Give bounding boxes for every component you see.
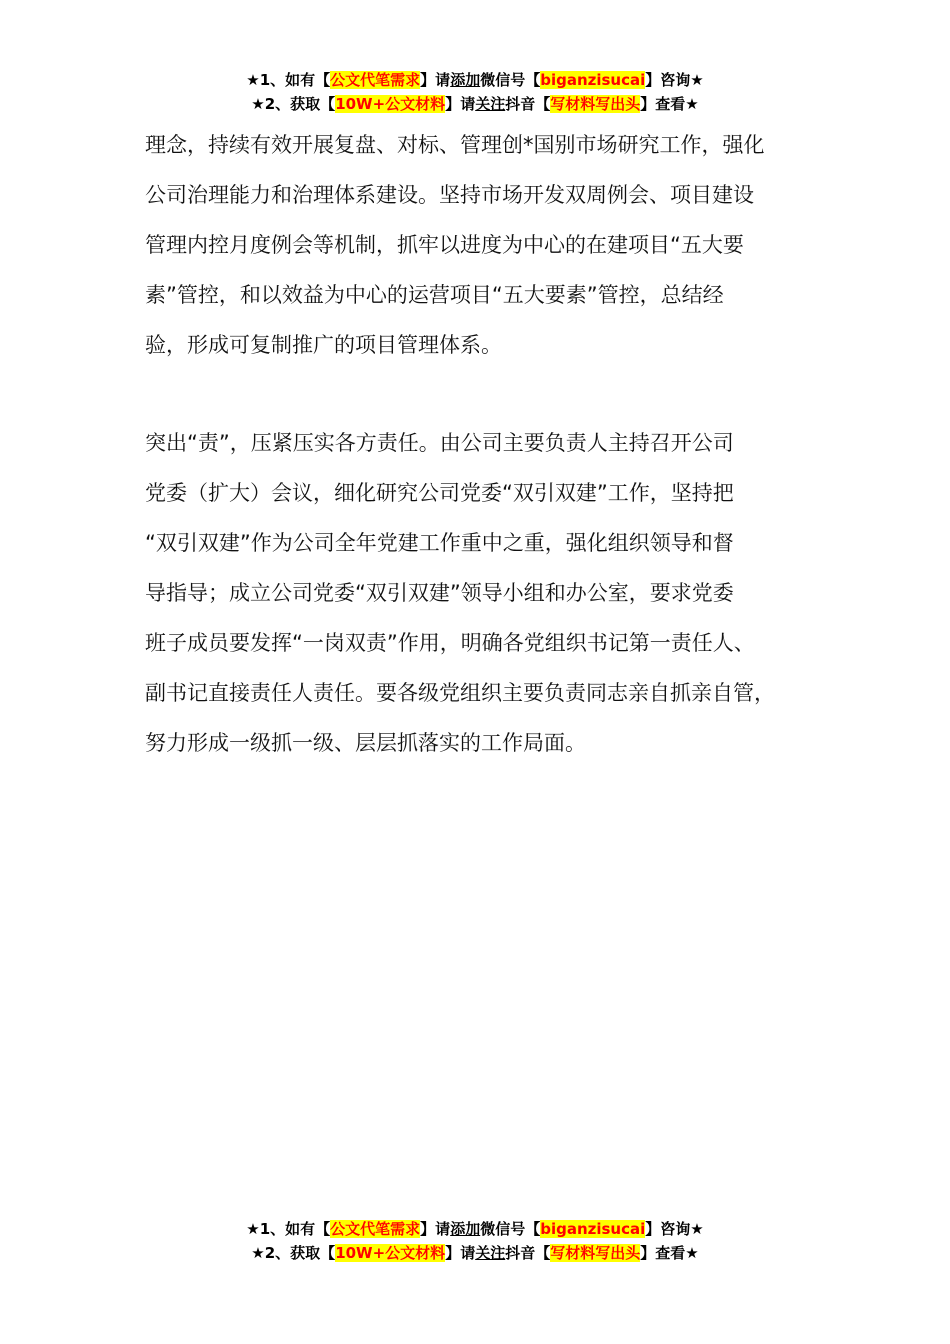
banner-text: 】咨询★ (645, 71, 704, 89)
banner-text: 微信号【 (480, 1220, 541, 1238)
footer-banner (0, 1217, 950, 1265)
underlined-text: 添加 (450, 71, 481, 89)
body-paragraph-2 (145, 418, 835, 768)
banner-line-2 (0, 1241, 950, 1265)
banner-text: 】查看★ (640, 1244, 699, 1262)
paragraph-line: 素”管控，和以效益为中心的运营项目“五大要素”管控，总结经 (145, 283, 724, 307)
paragraph-line: 验，形成可复制推广的项目管理体系。 (145, 333, 502, 357)
banner-text: 抖音【 (505, 95, 551, 113)
highlight-text: 公文代笔需求 (330, 71, 421, 89)
underlined-text: 关注 (475, 95, 506, 113)
banner-line-1 (0, 1217, 950, 1241)
wechat-id: biganzisucai (540, 1220, 646, 1238)
banner-line-2 (0, 92, 950, 116)
banner-line-1 (0, 68, 950, 92)
banner-text: 】请 (420, 71, 451, 89)
highlight-text: 公文代笔需求 (330, 1220, 421, 1238)
paragraph-line: 公司治理能力和治理体系建设。坚持市场开发双周例会、项目建设 (145, 183, 754, 207)
paragraph-line: 努力形成一级抓一级、层层抓落实的工作局面。 (145, 731, 586, 755)
header-banner (0, 68, 950, 116)
body-paragraph-1 (145, 120, 835, 370)
highlight-text: 10W+公文材料 (335, 1244, 446, 1262)
underlined-text: 添加 (450, 1220, 481, 1238)
wechat-id: biganzisucai (540, 71, 646, 89)
douyin-account: 写材料写出头 (550, 95, 641, 113)
paragraph-line: 导指导；成立公司党委“双引双建”领导小组和办公室，要求党委 (145, 581, 734, 605)
paragraph-line: 突出“责”，压紧压实各方责任。由公司主要负责人主持召开公司 (145, 431, 734, 455)
banner-text: 】请 (445, 95, 476, 113)
banner-text: ★1、如有【 (246, 71, 331, 89)
highlight-text: 10W+公文材料 (335, 95, 446, 113)
banner-text: 抖音【 (505, 1244, 551, 1262)
banner-text: ★1、如有【 (246, 1220, 331, 1238)
douyin-account: 写材料写出头 (550, 1244, 641, 1262)
banner-text: 】查看★ (640, 95, 699, 113)
paragraph-line: 副书记直接责任人责任。要各级党组织主要负责同志亲自抓亲自管， (145, 681, 775, 705)
paragraph-line: 管理内控月度例会等机制，抓牢以进度为中心的在建项目“五大要 (145, 233, 744, 257)
banner-text: 】请 (420, 1220, 451, 1238)
banner-text: 微信号【 (480, 71, 541, 89)
paragraph-line: 党委（扩大）会议，细化研究公司党委“双引双建”工作，坚持把 (145, 481, 734, 505)
paragraph-line: 理念，持续有效开展复盘、对标、管理创*国别市场研究工作，强化 (145, 133, 765, 157)
banner-text: 】请 (445, 1244, 476, 1262)
banner-text: ★2、获取【 (251, 95, 336, 113)
banner-text: 】咨询★ (645, 1220, 704, 1238)
underlined-text: 关注 (475, 1244, 506, 1262)
paragraph-line: “双引双建”作为公司全年党建工作重中之重，强化组织领导和督 (145, 531, 734, 555)
paragraph-line: 班子成员要发挥“一岗双责”作用，明确各党组织书记第一责任人、 (145, 631, 755, 655)
banner-text: ★2、获取【 (251, 1244, 336, 1262)
